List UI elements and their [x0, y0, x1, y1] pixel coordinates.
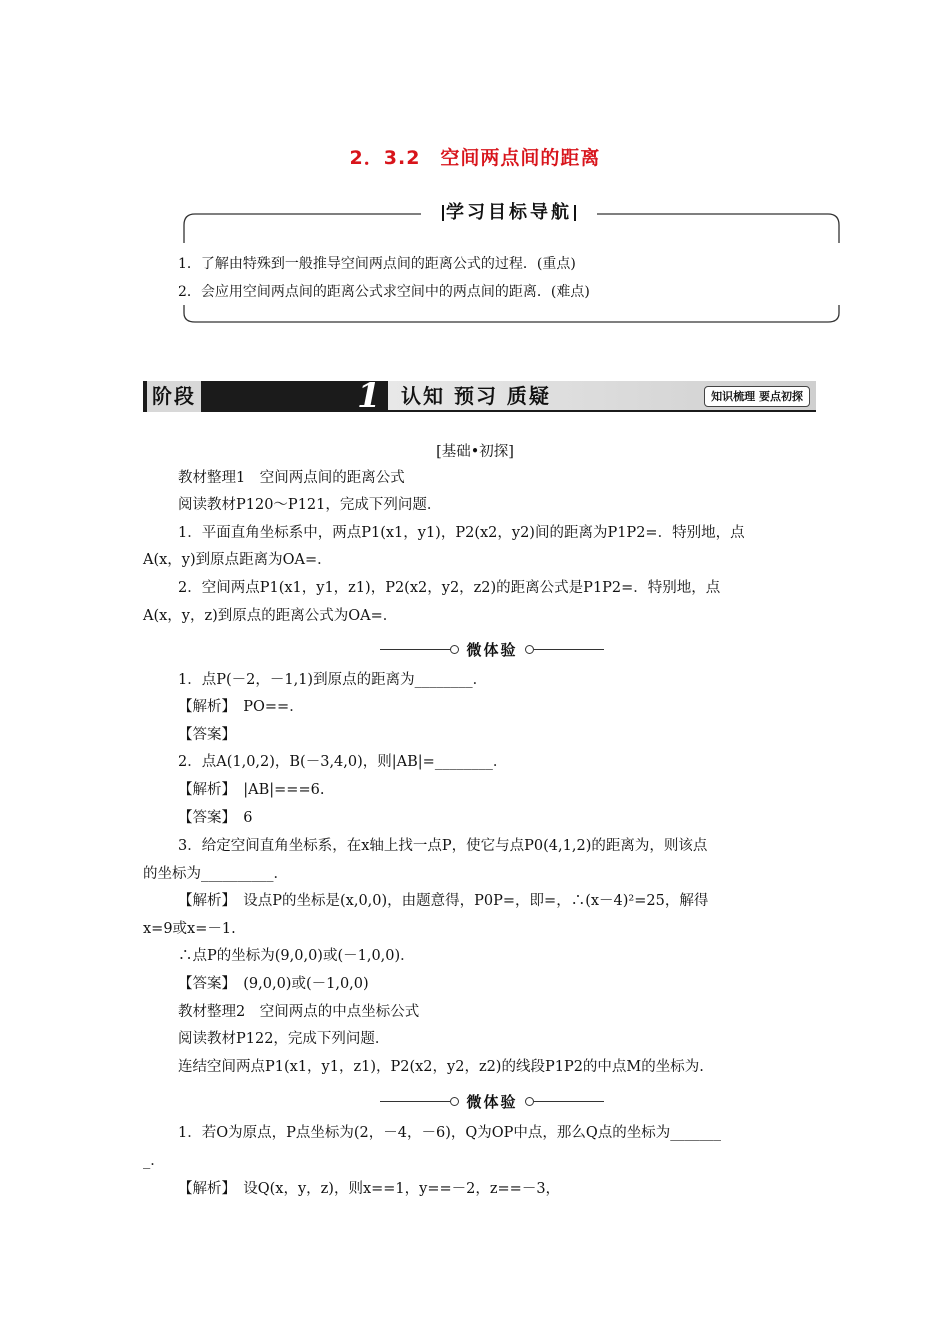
- section1-item1b: A(x，y)到原点距离为OA=．: [143, 552, 332, 568]
- section1-heading: 教材整理1 空间两点间的距离公式: [178, 470, 405, 486]
- exercise-line: 【解析】 PO==．: [178, 699, 304, 715]
- mini-experience-heading-2: 微体验: [380, 1092, 604, 1112]
- stage-word: 阶段: [147, 381, 201, 412]
- circle-ornament-icon: [525, 645, 534, 654]
- stage-number: 1: [357, 376, 381, 416]
- exercise-line: 2．点A(1,0,2)，B(－3,4,0)，则|AB|=________．: [178, 754, 508, 770]
- stage-title: 认知 预习 质疑: [401, 384, 551, 408]
- exercise-line: 的坐标为__________．: [143, 866, 288, 882]
- stage-tag: 知识梳理 要点初探: [704, 386, 810, 407]
- page-title: 2．3.2 空间两点间的距离: [349, 147, 601, 169]
- section1-read: 阅读教材P120～P121，完成下列问题．: [178, 497, 442, 513]
- exercise-line: 【解析】 设点P的坐标是(x,0,0)，由题意得，P0P=，即=，∴(x－4)²=25，解得: [178, 893, 709, 909]
- left-bar-ornament: [442, 205, 444, 221]
- goal-item-2: 2．会应用空间两点间的距离公式求空间中的两点间的距离．(难点): [178, 284, 590, 300]
- basic-tag: [基础•初探]: [436, 444, 514, 460]
- learning-goals-label: 学习目标导航: [421, 199, 597, 227]
- exercise-line: 【答案】 (9,0,0)或(－1,0,0): [178, 976, 369, 992]
- exercise-line: 1．点P(－2，－1,1)到原点的距离为________．: [178, 672, 488, 688]
- stage-banner: [143, 376, 816, 416]
- section1-item2a: 2．空间两点P1(x1，y1，z1)，P2(x2，y2，z2)的距离公式是P1P2=．特别地，点: [178, 580, 721, 596]
- section1-item2b: A(x，y，z)到原点的距离公式为OA=．: [143, 608, 398, 624]
- exercise-line: 【答案】 6: [178, 810, 253, 826]
- section2-heading: 教材整理2 空间两点的中点坐标公式: [178, 1004, 420, 1020]
- right-bar-ornament: [574, 205, 576, 221]
- exercise-line: _．: [143, 1153, 165, 1169]
- exercise-line: 1．若O为原点，P点坐标为(2，－4，－6)，Q为OP中点，那么Q点的坐标为_______: [178, 1125, 722, 1141]
- section2-text: 连结空间两点P1(x1，y1，z1)，P2(x2，y2，z2)的线段P1P2的中点M的坐标为.: [178, 1059, 704, 1075]
- exercise-line: 【解析】 设Q(x，y，z)，则x==1，y==－2，z==－3，: [178, 1181, 561, 1197]
- mini-experience-heading-1: 微体验: [380, 640, 604, 660]
- section2-read: 阅读教材P122，完成下列问题．: [178, 1031, 390, 1047]
- exercise-line: 【解析】 |AB|===6.: [178, 782, 325, 798]
- section1-item1a: 1．平面直角坐标系中，两点P1(x1，y1)，P2(x2，y2)间的距离为P1P2=．特别地，点: [178, 525, 745, 541]
- goal-item-1: 1．了解由特殊到一般推导空间两点间的距离公式的过程．(重点): [178, 256, 576, 272]
- exercise-line: x=9或x=－1.: [143, 921, 236, 937]
- circle-ornament-icon: [525, 1097, 534, 1106]
- exercise-line: ∴点P的坐标为(9,0,0)或(－1,0,0)．: [178, 948, 415, 964]
- exercise-line: 【答案】: [178, 727, 236, 743]
- exercise-line: 3．给定空间直角坐标系，在x轴上找一点P，使它与点P0(4,1,2)的距离为，则该点: [178, 838, 708, 854]
